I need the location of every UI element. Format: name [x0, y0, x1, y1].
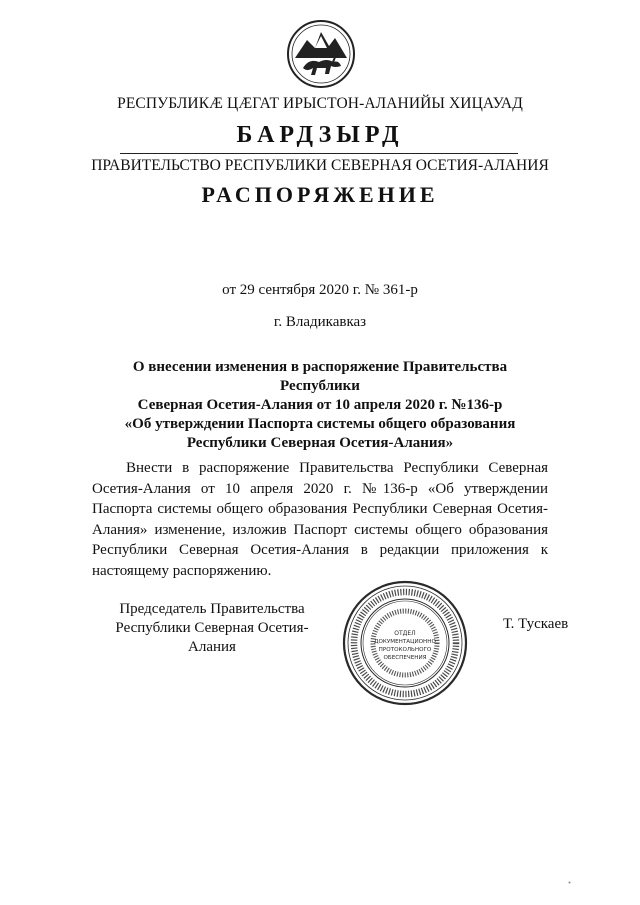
- org-name-russian: ПРАВИТЕЛЬСТВО РЕСПУБЛИКИ СЕВЕРНАЯ ОСЕТИЯ-АЛАНИЯ: [91, 157, 549, 174]
- document-city: г. Владикавказ: [273, 314, 367, 330]
- page-speck-mark: [567, 880, 572, 885]
- subject-line: Северная Осетия-Алания от 10 апреля 2020 г. №136-р: [137, 397, 503, 413]
- subject-line: Республики Северная Осетия-Алания»: [186, 435, 454, 451]
- signatory-name: Т. Тускаев: [503, 616, 569, 632]
- org-name-ossetian: РЕСПУБЛИКӔ ЦӔГАТ ИРЫСТОН-АЛАНИЙЫ ХИЦАУАД: [117, 95, 523, 112]
- header-divider: [120, 153, 518, 154]
- stamp-text: ДОКУМЕНТАЦИОННО: [374, 639, 436, 645]
- coat-of-arms-emblem-icon: [285, 18, 357, 90]
- document-date-number: от 29 сентября 2020 г. № 361-р: [222, 282, 418, 298]
- document-title-russian: РАСПОРЯЖЕНИЕ: [201, 182, 439, 207]
- document-body: Внести в распоряжение Правительства Республики Северная Осетия-Алания от 10 апреля 2020 г. №136-р «Об утверждении Паспорта системы общего образования Республики Северная Осетия-Алания» изменение, изложив Паспорт системы общего образования Республики Северная Осетия-Алания в редакции приложения к настоящему распоряжению.: [92, 460, 548, 579]
- stamp-text: ПРОТОКОЛЬНОГО: [378, 647, 432, 653]
- document-title-ossetian: БАРДЗЫРД: [236, 122, 404, 148]
- signatory-position-line: Председатель Правительства: [119, 601, 305, 617]
- subject-line: «Об утверждении Паспорта системы общего образования: [124, 416, 516, 432]
- subject-line: О внесении изменения в распоряжение Правительства Республики: [132, 359, 508, 394]
- official-stamp: [340, 578, 470, 708]
- document-subject: [100, 358, 540, 453]
- signatory-position: [92, 600, 332, 657]
- signatory-position-line: Республики Северная Осетия-Алания: [115, 620, 309, 655]
- stamp-text: ОТДЕЛ: [394, 630, 416, 637]
- stamp-text: ОБЕСПЕЧЕНИЯ: [383, 655, 427, 661]
